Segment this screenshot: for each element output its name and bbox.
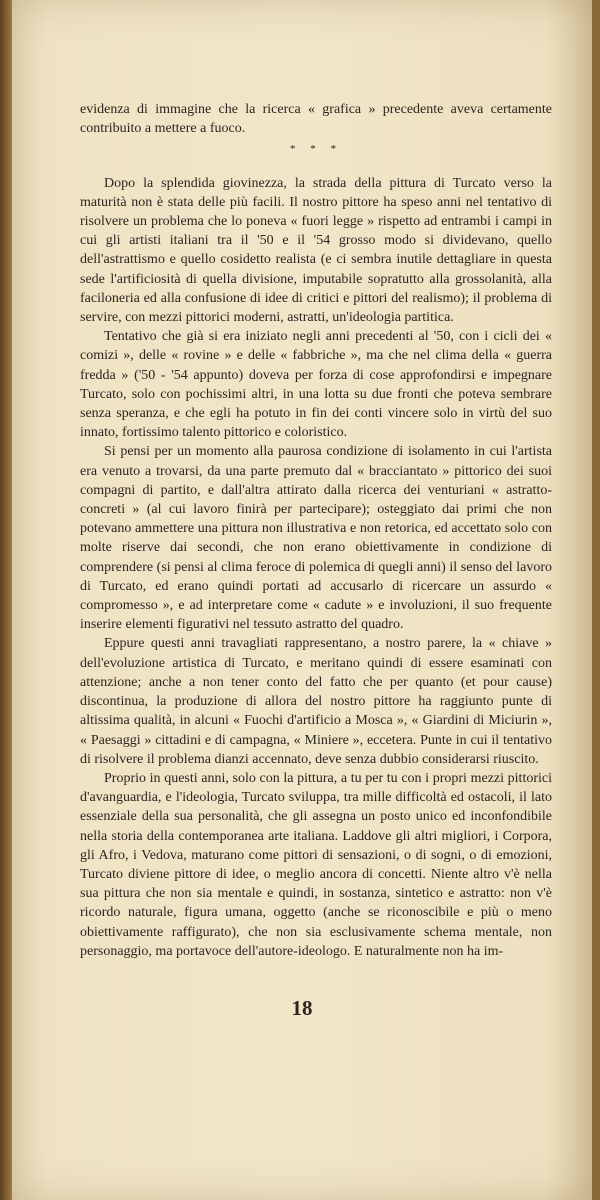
section-separator: * * * bbox=[290, 143, 342, 156]
paragraph-5: Eppure questi anni travagliati rappresentano, a nostro parere, la « chiave » dell'evoluzione artistica di Turcato, e meritano quindi di essere esaminati con attenzione; anche a non tener conto del fatto che per quanto (et pour cause) discontinua, la produzione di allora del nostro pittore ha raggiunto punte di altissima qualità, in alcuni « Fuochi d'artificio a Mosca », « Giardini di Miciurin », « Paesaggi » cittadini e di campagna, « Miniere », eccetera. Punte in cui il tentativo di risolvere il problema dianzi accennato, deve senza dubbio considerarsi riuscito. bbox=[80, 636, 552, 767]
paragraph-3: Tentativo che già si era iniziato negli anni precedenti al '50, con i cicli dei « comizi », delle « rovine » e delle « fabbriche », ma che nel clima della « guerra fredda » ('50 - '54 appunto) doveva per forza di cose approfondirsi e impegnare Turcato, solo con pochissimi altri, in una lotta su due fronti che poteva sembrare senza speranza, e che egli ha potuto in fin dei conti vincere solo in virtù del suo innato, fortissimo talento pittorico e coloristico. bbox=[80, 329, 552, 441]
body-text bbox=[80, 100, 552, 961]
book-spine bbox=[0, 0, 12, 1200]
paragraph-4: Si pensi per un momento alla paurosa condizione di isolamento in cui l'artista era venuto a trovarsi, da una parte premuto dal « bracciantato » pittorico dei suoi compagni di partito, e dall'altra attirato dalla ricerca dei venturiani « astratto-concreti » (al cui lavoro finirà per partecipare); osteggiato dai primi che non potevano ammettere una pittura non illustrativa e non retorica, ed accettato solo con molte riserve dai secondi, che non erano obiettivamente in condizione di comprendere (si pensi al clima feroce di polemica di quegli anni) il senso del lavoro di Turcato, ed erano quindi portati ad accusarlo di ricercare un assurdo « compromesso », e ad interpretare come « cadute » e involuzioni, il suo frequente inserire elementi figurativi nel tessuto astratto del quadro. bbox=[80, 444, 552, 633]
paragraph-1: evidenza di immagine che la ricerca « grafica » precedente aveva certamente contribuito a mettere a fuoco. bbox=[80, 102, 552, 137]
paragraph-2: Dopo la splendida giovinezza, la strada della pittura di Turcato verso la maturità non è stata delle più facili. Il nostro pittore ha speso anni nel tentativo di risolvere un problema che lo poneva « fuori legge » rispetto ad entrambi i campi in cui gli artisti italiani tra il '50 e il '54 grosso modo si dividevano, quello dell'astrattismo e quello cosidetto realista (e ci sembra inutile dettagliare in questa sede l'artificiosità di quella divisione, imputabile sopratutto alla grossolanità, alla faciloneria ed alla confusione di idee di critici e pittori del realismo); il problema di servire, con mezzi pittorici moderni, astratti, un'ideologia partitica. bbox=[80, 175, 552, 326]
page-number: 18 bbox=[291, 996, 313, 1020]
paragraph-6: Proprio in questi anni, solo con la pittura, a tu per tu con i propri mezzi pittorici d'avanguardia, e l'ideologia, Turcato sviluppa, tra mille difficoltà ed ostacoli, il lato essenziale della sua personalità, che gli assegna un posto unico ed inconfondibile nella storia della contemporanea arte italiana. Laddove gli altri migliori, i Corpora, gli Afro, i Vedova, maturano come pittori di sensazioni, o di sogni, o di emozioni, Turcato diviene pittore di idee, o meglio ancora di concetti. Niente altro v'è nella sua pittura che non sia mentale e quindi, in sostanza, sintetico e astratto: non v'è ricordo naturale, figura umana, oggetto (anche se riconoscibile e più o meno obiettivamente raffigurato), che non sia esclusivamente schema mentale, non personaggio, ma portavoce dell'autore-ideologo. E naturalmente non ha im- bbox=[80, 770, 552, 959]
book-page bbox=[12, 0, 592, 1200]
